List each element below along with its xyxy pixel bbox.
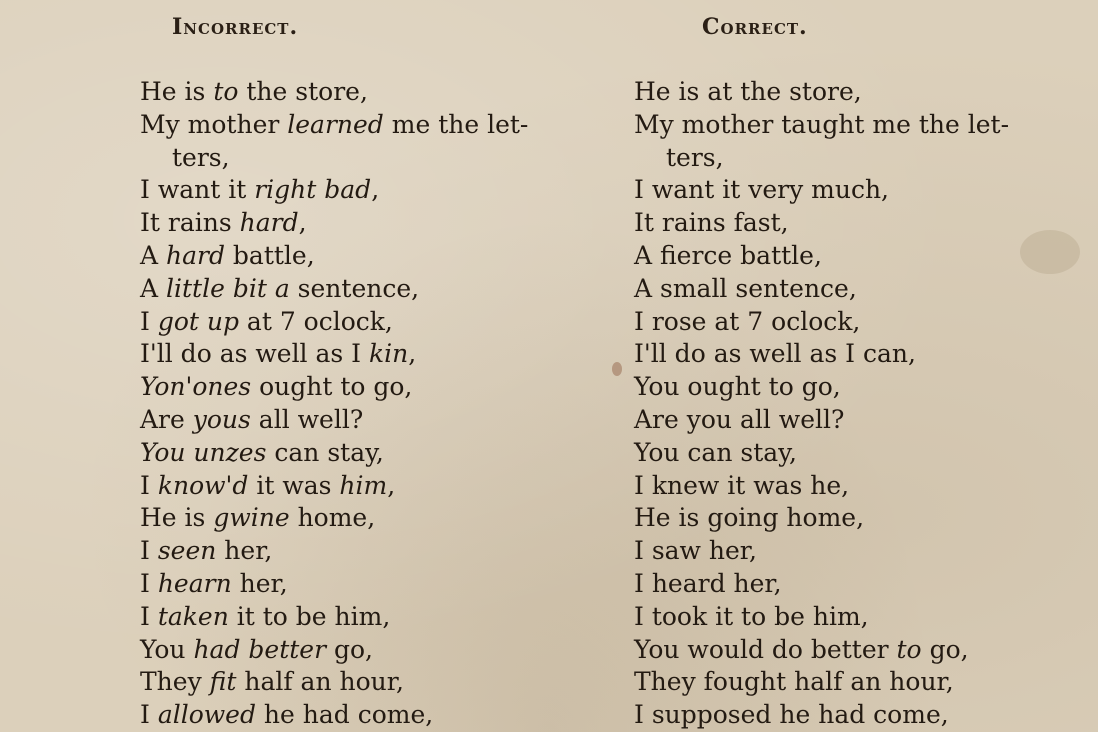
text-segment: I xyxy=(140,568,158,598)
correct-line xyxy=(634,306,1074,339)
correct-line xyxy=(634,338,1074,371)
text-segment: I took it to be him, xyxy=(634,601,869,631)
text-segment: I heard her, xyxy=(634,568,782,598)
text-segment: He is going home, xyxy=(634,503,865,533)
text-segment: her, xyxy=(231,568,288,598)
incorrect-line xyxy=(140,437,600,470)
incorrect-line xyxy=(140,76,600,109)
text-segment: I xyxy=(140,536,158,566)
incorrect-line xyxy=(140,240,600,273)
text-segment: battle, xyxy=(224,240,315,270)
incorrect-line xyxy=(140,634,600,667)
italic-word: You unzes xyxy=(140,437,267,467)
text-segment: Are you all well? xyxy=(634,404,845,434)
text-segment: It rains fast, xyxy=(634,208,789,238)
text-segment: ought to go, xyxy=(251,372,413,402)
text-segment: A fierce battle, xyxy=(634,240,822,270)
italic-word: seen xyxy=(157,536,217,566)
correct-line xyxy=(634,371,1074,404)
italic-word: hard xyxy=(166,240,225,270)
incorrect-heading: Incorrect. xyxy=(172,14,299,40)
text-segment: home, xyxy=(289,503,376,533)
text-segment: , xyxy=(387,470,396,500)
correct-line xyxy=(634,699,1074,732)
correct-line xyxy=(634,470,1074,503)
text-segment: , xyxy=(408,339,417,369)
text-segment: at 7 oclock, xyxy=(238,306,393,336)
incorrect-line xyxy=(140,535,600,568)
incorrect-line xyxy=(140,109,600,142)
italic-word: right bad xyxy=(254,175,372,205)
italic-word: fit xyxy=(209,667,237,697)
text-segment: I'll do as well as I can, xyxy=(634,339,916,369)
paper-stain xyxy=(612,362,622,376)
text-segment: , xyxy=(371,175,380,205)
correct-line xyxy=(634,273,1074,306)
text-segment: You can stay, xyxy=(634,437,797,467)
italic-word: to xyxy=(896,634,922,664)
incorrect-line xyxy=(140,568,600,601)
text-segment: he had come, xyxy=(255,700,434,730)
incorrect-line xyxy=(140,666,600,699)
text-segment: He is at the store, xyxy=(634,77,862,106)
text-segment: I knew it was he, xyxy=(634,470,850,500)
incorrect-line xyxy=(140,306,600,339)
italic-word: taken xyxy=(157,601,229,631)
text-segment: A xyxy=(140,273,167,303)
text-segment: me the let- xyxy=(383,109,529,139)
correct-line xyxy=(634,404,1074,437)
text-segment: You would do better xyxy=(634,634,897,664)
text-segment: I xyxy=(140,601,158,631)
incorrect-line xyxy=(140,470,600,503)
text-segment: half an hour, xyxy=(236,667,404,697)
italic-word: know'd xyxy=(157,470,249,500)
italic-word: him xyxy=(339,470,388,500)
incorrect-line xyxy=(140,404,600,437)
text-segment: , xyxy=(298,208,307,238)
correct-line xyxy=(634,601,1074,634)
italic-word: allowed xyxy=(157,700,256,730)
text-segment: ters, xyxy=(172,142,230,172)
italic-word: gwine xyxy=(213,503,290,533)
incorrect-line xyxy=(140,371,600,404)
italic-word: to xyxy=(213,77,239,106)
text-segment: go, xyxy=(326,634,373,664)
correct-line xyxy=(634,207,1074,240)
incorrect-line xyxy=(140,142,600,175)
italic-word: yous xyxy=(192,404,251,434)
italic-word: learned xyxy=(287,109,384,139)
text-segment: They fought half an hour, xyxy=(634,667,954,697)
correct-line xyxy=(634,174,1074,207)
text-segment: He is xyxy=(140,503,214,533)
correct-line xyxy=(634,502,1074,535)
italic-word: hearn xyxy=(157,568,232,598)
text-segment: You ought to go, xyxy=(634,372,841,402)
incorrect-column xyxy=(140,76,600,732)
text-segment: They xyxy=(140,667,210,697)
italic-word: got up xyxy=(157,306,239,336)
correct-line xyxy=(634,109,1074,142)
italic-word: Yon'ones xyxy=(140,372,252,402)
text-segment: it to be him, xyxy=(228,601,391,631)
incorrect-line xyxy=(140,502,600,535)
text-segment: can stay, xyxy=(266,437,384,467)
text-segment: I supposed he had come, xyxy=(634,700,949,730)
italic-word: kin xyxy=(369,339,409,369)
correct-line xyxy=(634,240,1074,273)
text-segment: A xyxy=(140,240,167,270)
text-segment: it was xyxy=(248,470,340,500)
correct-line xyxy=(634,142,1074,175)
text-segment: sentence, xyxy=(289,273,420,303)
text-segment: all well? xyxy=(250,404,364,434)
correct-line xyxy=(634,666,1074,699)
text-segment: I xyxy=(140,470,158,500)
text-segment: I want it very much, xyxy=(634,175,890,205)
incorrect-line xyxy=(140,601,600,634)
incorrect-line xyxy=(140,207,600,240)
italic-word: had better xyxy=(193,634,327,664)
incorrect-line xyxy=(140,174,600,207)
text-segment: ters, xyxy=(666,142,724,172)
correct-line xyxy=(634,76,1074,109)
correct-line xyxy=(634,535,1074,568)
text-segment: her, xyxy=(216,536,273,566)
text-segment: I xyxy=(140,700,158,730)
correct-heading: Correct. xyxy=(702,14,808,40)
text-segment: Are xyxy=(140,404,193,434)
text-segment: I'll do as well as I xyxy=(140,339,370,369)
correct-column xyxy=(634,76,1074,732)
text-segment: I rose at 7 oclock, xyxy=(634,306,861,336)
text-segment: the store, xyxy=(238,77,368,106)
text-segment: My mother taught me the let- xyxy=(634,109,1010,139)
italic-word: little bit a xyxy=(166,273,290,303)
italic-word: hard xyxy=(239,208,299,238)
text-segment: I xyxy=(140,306,158,336)
text-segment: My mother xyxy=(140,109,288,139)
incorrect-line xyxy=(140,273,600,306)
text-segment: He is xyxy=(140,77,214,106)
incorrect-line xyxy=(140,699,600,732)
incorrect-line xyxy=(140,338,600,371)
correct-line xyxy=(634,568,1074,601)
text-segment: I want it xyxy=(140,175,255,205)
text-segment: You xyxy=(140,634,194,664)
text-segment: go, xyxy=(921,634,969,664)
text-segment: A small sentence, xyxy=(634,273,857,303)
text-segment: It rains xyxy=(140,208,240,238)
text-segment: I saw her, xyxy=(634,536,757,566)
correct-line xyxy=(634,634,1074,667)
correct-line xyxy=(634,437,1074,470)
